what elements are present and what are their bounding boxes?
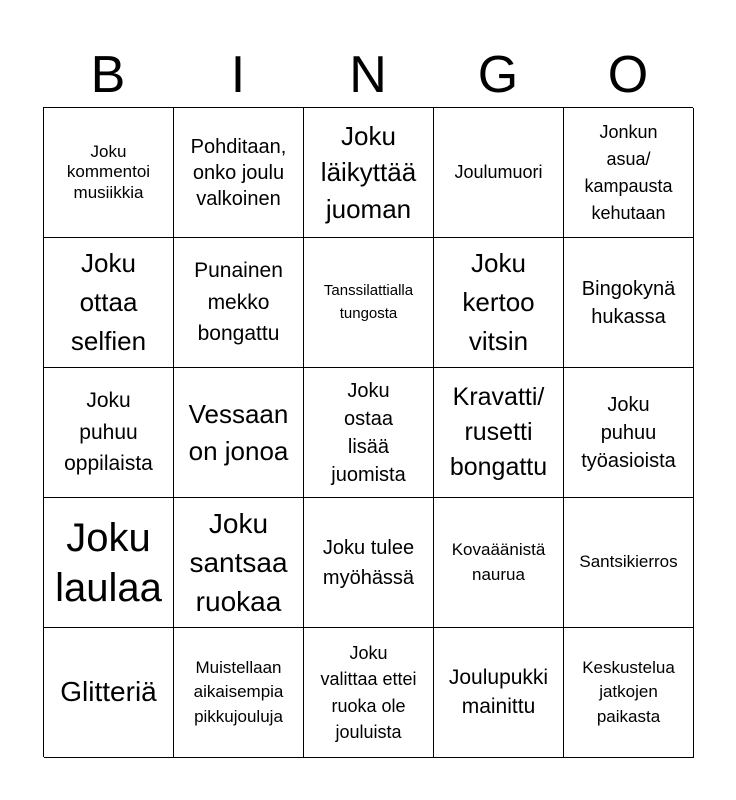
cell-text: Joku kommentoi musiikkia xyxy=(66,142,151,202)
cell-text: Keskustelua jatkojen paikasta xyxy=(582,657,675,726)
cell-text: Punainen mekko bongattu xyxy=(194,259,283,346)
cell-text: Joku tulee myöhässä xyxy=(322,536,415,589)
header-letter-n: N xyxy=(349,46,387,104)
cell-text: Joku kertoo vitsin xyxy=(462,248,535,356)
bingo-cell-r5c2[interactable] xyxy=(174,628,304,758)
bingo-cell-r1c1[interactable] xyxy=(44,108,174,238)
header-letter-b: B xyxy=(90,46,126,104)
cell-text: Muistellaan aikaisempia pikkujouluja xyxy=(193,657,284,726)
bingo-cell-r2c2[interactable] xyxy=(174,238,304,368)
cell-text: Joulupukki mainittu xyxy=(448,666,549,718)
bingo-cell-r3c2[interactable] xyxy=(174,368,304,498)
bingo-cell-r3c1[interactable] xyxy=(44,368,174,498)
cell-text: Glitteriä xyxy=(60,676,157,708)
bingo-cell-r2c1[interactable] xyxy=(44,238,174,368)
bingo-cell-r5c1[interactable] xyxy=(44,628,174,758)
bingo-cell-r3c3[interactable] xyxy=(304,368,434,498)
bingo-header xyxy=(43,44,693,106)
bingo-cell-r4c1[interactable] xyxy=(44,498,174,628)
cell-text: Joku valittaa ettei ruoka ole jouluista xyxy=(320,643,417,742)
cell-text: Pohditaan, onko joulu valkoinen xyxy=(190,135,287,210)
bingo-cell-r3c4[interactable] xyxy=(434,368,564,498)
cell-text: Bingokynä hukassa xyxy=(581,277,676,328)
cell-text: Joku ostaa lisää juomista xyxy=(331,379,406,486)
cell-text: Joku laulaa xyxy=(55,515,162,610)
bingo-cell-r1c3[interactable] xyxy=(304,108,434,238)
bingo-cell-r2c5[interactable] xyxy=(564,238,694,368)
cell-text: Joulumuori xyxy=(454,161,543,182)
bingo-cell-r1c5[interactable] xyxy=(564,108,694,238)
bingo-cell-r1c4[interactable] xyxy=(434,108,564,238)
cell-text: Santsikierros xyxy=(579,552,678,572)
bingo-cell-r1c2[interactable] xyxy=(174,108,304,238)
cell-text: Kravatti/ rusetti bongattu xyxy=(449,383,548,481)
header-letter-i: I xyxy=(230,46,246,104)
bingo-cell-r4c5[interactable] xyxy=(564,498,694,628)
cell-text: Joku läikyttää juoman xyxy=(320,120,417,224)
cell-text: Kovaäänistä naurua xyxy=(451,539,546,584)
bingo-cell-r2c3[interactable] xyxy=(304,238,434,368)
bingo-cell-r2c4[interactable] xyxy=(434,238,564,368)
bingo-cell-r5c4[interactable] xyxy=(434,628,564,758)
bingo-grid xyxy=(43,107,693,757)
bingo-cell-r3c5[interactable] xyxy=(564,368,694,498)
bingo-cell-r4c2[interactable] xyxy=(174,498,304,628)
cell-text: Joku puhuu oppilaista xyxy=(64,389,153,476)
bingo-cell-r4c3[interactable] xyxy=(304,498,434,628)
header-letter-o: O xyxy=(607,46,649,104)
cell-text: Joku santsaa ruokaa xyxy=(189,507,288,618)
cell-text: Joku ottaa selfien xyxy=(70,248,147,356)
cell-text: Jonkun asua/ kampausta kehutaan xyxy=(584,121,673,223)
cell-text: Joku puhuu työasioista xyxy=(581,393,676,472)
bingo-cell-r5c5[interactable] xyxy=(564,628,694,758)
cell-text: Tanssilattialla tungosta xyxy=(323,282,414,322)
bingo-cell-r5c3[interactable] xyxy=(304,628,434,758)
header-letter-g: G xyxy=(477,46,519,104)
cell-text: Vessaan on jonoa xyxy=(188,399,289,466)
bingo-cell-r4c4[interactable] xyxy=(434,498,564,628)
